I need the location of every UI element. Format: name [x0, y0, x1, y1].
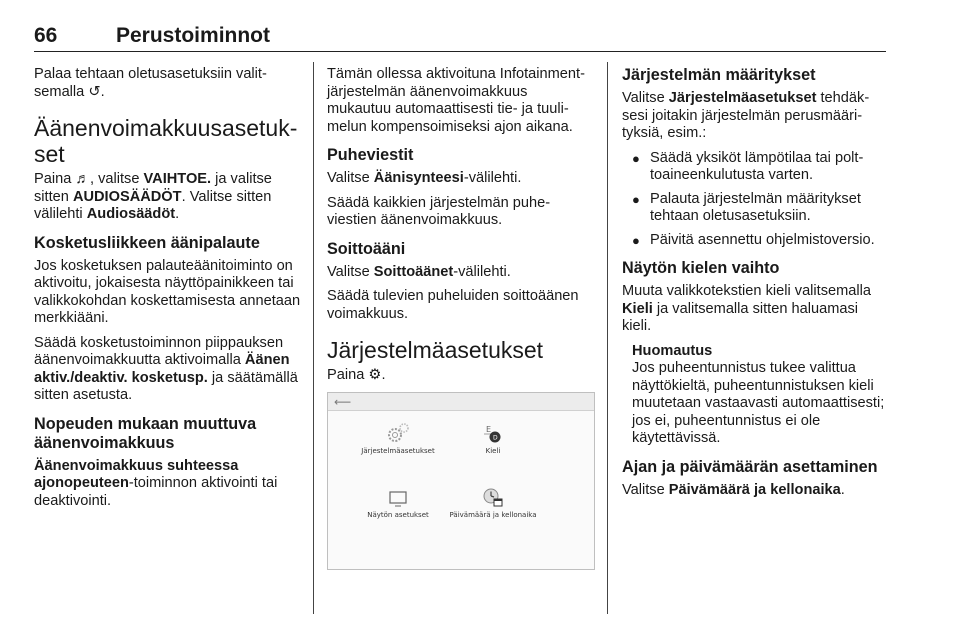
volume-paragraph: Paina ♬, valitse VAIHTOE. ja valitse sitten AUDIOSÄÄDÖT. Valitse sitten välilehti Audiosäädöt. [34, 171, 272, 222]
list-item: ● Säädä yksiköt lämpötilaa tai polttoaineenkulutusta varten. [632, 149, 864, 183]
tile-system-settings[interactable] [348, 421, 448, 455]
heading-ringtone: Soittoääni [327, 239, 406, 258]
list-item: ● Päivitä asennettu ohjelmistoversio. [632, 231, 875, 248]
back-arrow-icon[interactable]: ⟵ [334, 394, 352, 409]
ring-paragraph-2: Säädä tulevien puheluiden soittoäänen voimakkuus. [327, 288, 579, 322]
speed-paragraph-cont: Tämän ollessa aktivoituna Infotainment-järjestelmän äänenvoimakkuus mukautuu automaattisesti tie- ja tuulimelun kompensoimiseksi ajon aikana. [327, 66, 585, 135]
column-1 [34, 66, 304, 517]
heading-system-settings: Järjestelmäasetukset [327, 337, 544, 363]
language-icon [480, 421, 506, 445]
tile-label: Näytön asetukset [367, 510, 429, 519]
page-header [34, 22, 886, 52]
column-divider [313, 62, 314, 614]
clock-calendar-icon [480, 485, 506, 509]
column-divider [607, 62, 608, 614]
svg-text:D: D [493, 434, 498, 441]
column-2 [327, 66, 593, 570]
heading-voice-messages: Puheviestit [327, 146, 414, 164]
calls-paragraph-2: Säädä kaikkien järjestelmän puheviestien äänenvoimakkuus. [327, 194, 551, 228]
system-paragraph: Paina ⚙. [327, 367, 386, 383]
note-box [632, 343, 886, 448]
svg-text:E: E [486, 424, 492, 434]
list-item: ● Palauta järjestelmän määritykset tehtaan oletusasetuksiin. [632, 190, 861, 224]
tile-label: Järjestelmäasetukset [361, 446, 435, 455]
settings-screenshot [327, 392, 595, 570]
intro-paragraph: Palaa tehtaan oletusasetuksiin valitsemalla ↺. [34, 66, 267, 100]
screen-top-bar [328, 393, 594, 411]
touch-paragraph-1: Jos kosketuksen palauteäänitoiminto on aktivoitu, jokaisesta näyttöpainikkeen tai valikkokohdan koskettamisesta annetaan merkkiääni. [34, 257, 301, 326]
page-number: 66 [34, 24, 58, 47]
heading-touch-feedback: Kosketusliikkeen äänipalaute [34, 233, 260, 252]
gears-icon [385, 421, 411, 445]
tile-label: Päivämäärä ja kellonaika [449, 510, 537, 519]
tile-display-settings[interactable] [348, 485, 448, 519]
display-icon [385, 485, 411, 509]
tile-label: Kieli [485, 446, 501, 455]
date-paragraph: Valitse Päivämäärä ja kellonaika. [622, 481, 845, 498]
bullet-icon: ● [632, 191, 640, 207]
heading-speed-volume: Nopeuden mukaan muuttuva äänenvoimakkuus [34, 414, 257, 452]
tile-date-time[interactable] [443, 485, 543, 519]
note-title: Huomautus [632, 342, 713, 359]
sysconf-list [622, 150, 886, 250]
heading-date-time: Ajan ja päivämäärän asettaminen [622, 457, 878, 476]
bullet-icon: ● [632, 232, 640, 248]
note-text: Jos puheentunnistus tukee valittua näyttökieltä, puheentunnistuksen kieli muutetaan vastaavasti automaattisesti; jos ei, puheentunnistus ei ole käytettävissä. [632, 360, 885, 446]
language-paragraph: Muuta valikkotekstien kieli valitsemalla Kieli ja valitsemalla sitten haluamasi kieli. [622, 283, 872, 334]
column-3 [622, 66, 886, 506]
sysconf-paragraph: Valitse Järjestelmäasetukset tehdäksesi joitakin järjestelmän perusmäärityksiä, esim.: [622, 90, 870, 141]
touch-paragraph-2: Säädä kosketustoiminnon piippauksen äänenvoimakkuutta aktivoimalla Äänen aktiv./deaktiv. kosketusp. ja säätämällä sitten asetusta. [34, 334, 298, 403]
page-title: Perustoiminnot [116, 24, 271, 47]
tile-language[interactable] [443, 421, 543, 455]
heading-volume-settings: Äänenvoimakkuusasetukset [34, 115, 298, 167]
speed-paragraph: Äänenvoimakkuus suhteessa ajonopeuteen-toiminnon aktivointi tai deaktivointi. [34, 457, 278, 509]
calls-paragraph-1: Valitse Äänisynteesi-välilehti. [327, 170, 522, 186]
heading-system-config: Järjestelmän määritykset [622, 66, 816, 84]
bullet-icon: ● [632, 150, 640, 166]
ring-paragraph-1: Valitse Soittoäänet-välilehti. [327, 263, 511, 280]
heading-display-language: Näytön kielen vaihto [622, 259, 780, 277]
